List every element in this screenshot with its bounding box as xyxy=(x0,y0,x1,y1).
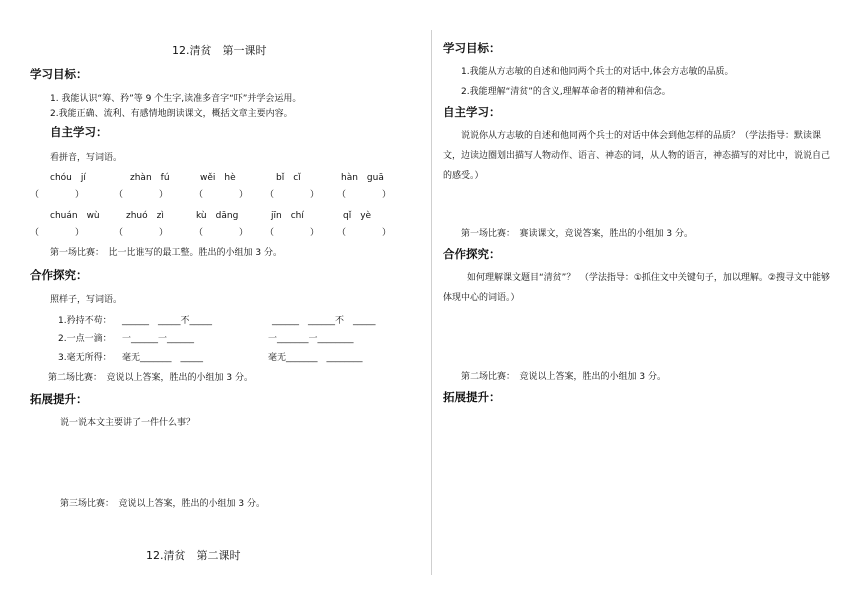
right-goal-2: 2.我能理解“清贫”的含义,理解革命者的精神和信念。 xyxy=(461,87,671,97)
right-self-study-text: 说说你从方志敏的自述和他同两个兵士的对话中体会到他怎样的品质？（学法指导：默读课文，边读边圈划出描写人物动作、语言、神态的词，从人物的语言，神态描写的对比中，说说自己的感受。） xyxy=(443,131,831,181)
self-study-heading: 自主学习： xyxy=(50,125,108,139)
pinyin-2-2: zhuó zì xyxy=(126,211,164,221)
goal-1: 1. 我能认识“筹、矜”等 9 个生字,读准多音字“吓”并学会运用。 xyxy=(50,94,302,104)
right-contest-2: 第二场比赛： 竞说以上答案，胜出的小组加 3 分。 xyxy=(461,372,666,382)
example-1-blank-a[interactable]: ______ _____不_____ xyxy=(122,316,213,326)
right-self-study-heading: 自主学习： xyxy=(443,105,501,119)
answer-blank-2-2[interactable]: （ ） xyxy=(114,228,169,238)
example-3-blank-a[interactable]: 毫无_______ _____ xyxy=(122,353,204,363)
right-contest-1: 第一场比赛： 赛读课文，竞说答案，胜出的小组加 3 分。 xyxy=(461,229,693,239)
example-2-label: 2.一点一滴： xyxy=(58,334,112,344)
example-1-blank-b[interactable]: ______ ______不 _____ xyxy=(272,316,376,326)
pinyin-2-3: kù dāng xyxy=(196,211,239,221)
pinyin-2-4: jīn chí xyxy=(271,211,304,221)
answer-blank-1-4[interactable]: （ ） xyxy=(265,190,320,200)
right-goal-1: 1.我能从方志敏的自述和他同两个兵士的对话中,体会方志敏的品质。 xyxy=(461,67,734,77)
right-cooperation-text: 如何理解课文题目“清贫”？ （学法指导：①抓住文中关键句子，加以理解。②搜寻文中能够体现中心的词语。） xyxy=(443,273,830,303)
pinyin-1-2: zhàn fú xyxy=(130,173,170,183)
contest-2: 第二场比赛： 竞说以上答案，胜出的小组加 3 分。 xyxy=(48,373,253,383)
extension-heading: 拓展提升： xyxy=(30,392,88,406)
answer-blank-2-1[interactable]: （ ） xyxy=(30,228,85,238)
example-2-blank-b[interactable]: 一_______一________ xyxy=(268,334,354,344)
example-2-blank-a[interactable]: 一______一______ xyxy=(122,334,195,344)
next-lesson-title: 12.清贫 第二课时 xyxy=(146,549,241,562)
example-3-blank-b[interactable]: 毫无_______ ________ xyxy=(268,353,363,363)
pinyin-2-5: qǐ yè xyxy=(343,211,372,221)
example-instruction: 照样子，写词语。 xyxy=(50,295,123,305)
goal-2: 2.我能正确、流利、有感情地朗读课文，概括文章主要内容。 xyxy=(50,109,293,119)
right-extension-heading: 拓展提升： xyxy=(443,390,501,404)
pinyin-1-5: hàn guā xyxy=(341,173,384,183)
pinyin-instruction: 看拼音，写词语。 xyxy=(50,153,123,163)
answer-blank-1-5[interactable]: （ ） xyxy=(337,190,392,200)
answer-blank-2-5[interactable]: （ ） xyxy=(337,228,392,238)
goals-heading: 学习目标： xyxy=(30,67,88,81)
pinyin-2-1: chuán wù xyxy=(50,211,100,221)
answer-blank-1-2[interactable]: （ ） xyxy=(114,190,169,200)
lesson-title: 12.清贫 第一课时 xyxy=(172,44,267,57)
pinyin-1-4: bǐ cǐ xyxy=(276,173,301,183)
contest-1: 第一场比赛： 比一比谁写的最工整。胜出的小组加 3 分。 xyxy=(50,248,282,258)
right-goals-heading: 学习目标： xyxy=(443,41,501,55)
pinyin-1-1: chóu jí xyxy=(50,173,86,183)
answer-blank-2-4[interactable]: （ ） xyxy=(265,228,320,238)
extension-question: 说一说本文主要讲了一件什么事？ xyxy=(60,418,196,428)
answer-blank-1-3[interactable]: （ ） xyxy=(194,190,249,200)
answer-blank-1-1[interactable]: （ ） xyxy=(30,190,85,200)
column-divider xyxy=(431,30,432,575)
contest-3: 第三场比赛： 竞说以上答案，胜出的小组加 3 分。 xyxy=(60,499,265,509)
example-1-label: 1.矜持不苟： xyxy=(58,316,112,326)
cooperation-heading: 合作探究： xyxy=(30,268,88,282)
right-cooperation-heading: 合作探究： xyxy=(443,247,501,261)
answer-blank-2-3[interactable]: （ ） xyxy=(194,228,249,238)
example-3-label: 3.毫无所得： xyxy=(58,353,112,363)
pinyin-1-3: wěi hè xyxy=(200,173,236,183)
